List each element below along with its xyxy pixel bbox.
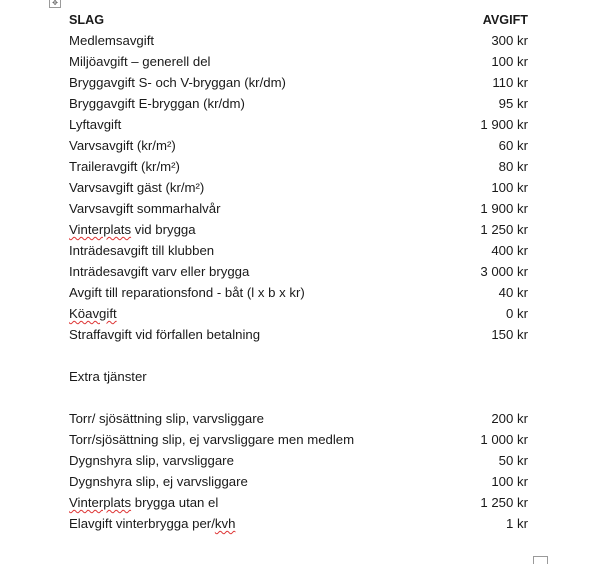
blank-cell xyxy=(462,387,528,408)
fee-amount: 1 250 kr xyxy=(480,222,528,237)
fee-name: Straffavgift vid förfallen betalning xyxy=(69,327,261,342)
column-header-type: SLAG xyxy=(69,12,104,27)
service-amount: 200 kr xyxy=(491,411,528,426)
spellcheck-word[interactable]: kvh xyxy=(214,516,236,531)
service-name: Dygnshyra slip, varvsliggare xyxy=(69,453,234,468)
table-row xyxy=(69,51,528,72)
service-amount: 1 250 kr xyxy=(480,495,528,510)
blank-row xyxy=(69,345,528,366)
fee-name: Varvsavgift sommarhalvår xyxy=(69,201,221,216)
fee-name: Inträdesavgift till klubben xyxy=(69,243,215,258)
fee-name: Varvsavgift (kr/m²) xyxy=(69,138,176,153)
service-name xyxy=(69,492,462,513)
spellcheck-word[interactable]: Köavgift xyxy=(69,306,117,321)
table-row xyxy=(69,261,528,282)
blank-cell xyxy=(462,345,528,366)
section-heading-row xyxy=(69,366,528,387)
fee-name-rest: vid brygga xyxy=(131,222,196,237)
blank-cell xyxy=(462,366,528,387)
table-row xyxy=(69,240,528,261)
table-row xyxy=(69,198,528,219)
fee-name: Bryggavgift S- och V-bryggan (kr/dm) xyxy=(69,75,286,90)
fee-amount: 110 kr xyxy=(492,75,528,90)
service-amount: 1 kr xyxy=(506,516,528,531)
service-name xyxy=(69,513,462,534)
fee-amount: 0 kr xyxy=(506,306,528,321)
service-amount: 50 kr xyxy=(498,453,528,468)
fee-table xyxy=(69,9,528,534)
service-amount: 1 000 kr xyxy=(480,432,528,447)
service-name: Torr/ sjösättning slip, varvsliggare xyxy=(69,411,264,426)
table-row xyxy=(69,303,528,324)
fee-amount: 100 kr xyxy=(491,180,528,195)
blank-cell xyxy=(69,387,462,408)
service-name: Dygnshyra slip, ej varvsliggare xyxy=(69,474,248,489)
service-name-rest: brygga utan el xyxy=(131,495,219,510)
fee-amount: 95 kr xyxy=(498,96,528,111)
table-row xyxy=(69,492,528,513)
fee-name xyxy=(69,303,462,324)
fee-amount: 60 kr xyxy=(498,138,528,153)
fee-amount: 40 kr xyxy=(498,285,528,300)
table-row xyxy=(69,156,528,177)
table-row xyxy=(69,408,528,429)
service-name-start: Elavgift vinterbrygga per/ xyxy=(69,516,215,531)
fee-name: Miljöavgift – generell del xyxy=(69,54,211,69)
table-row xyxy=(69,30,528,51)
table-header-row xyxy=(69,9,528,30)
table-row xyxy=(69,135,528,156)
service-amount: 100 kr xyxy=(491,474,528,489)
service-name: Torr/sjösättning slip, ej varvsliggare men medlem xyxy=(69,432,355,447)
table-move-handle[interactable]: ✥ xyxy=(49,0,61,8)
fee-name: Varvsavgift gäst (kr/m²) xyxy=(69,180,205,195)
fee-amount: 150 kr xyxy=(491,327,528,342)
fee-name: Medlemsavgift xyxy=(69,33,155,48)
fee-amount: 300 kr xyxy=(491,33,528,48)
table-row xyxy=(69,93,528,114)
table-row xyxy=(69,429,528,450)
table-row xyxy=(69,282,528,303)
table-row xyxy=(69,72,528,93)
fee-name xyxy=(69,219,462,240)
fee-amount: 80 kr xyxy=(498,159,528,174)
fee-name: Traileravgift (kr/m²) xyxy=(69,159,180,174)
blank-cell xyxy=(69,345,462,366)
fee-name: Inträdesavgift varv eller brygga xyxy=(69,264,250,279)
fee-amount: 100 kr xyxy=(491,54,528,69)
table-row xyxy=(69,450,528,471)
fee-name: Bryggavgift E-bryggan (kr/dm) xyxy=(69,96,245,111)
column-header-fee: AVGIFT xyxy=(482,12,528,27)
fee-amount: 1 900 kr xyxy=(480,201,528,216)
spellcheck-word[interactable]: Vinterplats xyxy=(69,222,132,237)
section-heading: Extra tjänster xyxy=(69,369,147,384)
fee-name: Lyftavgift xyxy=(69,117,122,132)
table-row xyxy=(69,114,528,135)
spellcheck-word[interactable]: Vinterplats xyxy=(69,495,132,510)
fee-amount: 1 900 kr xyxy=(480,117,528,132)
table-row xyxy=(69,471,528,492)
fee-amount: 400 kr xyxy=(491,243,528,258)
blank-row xyxy=(69,387,528,408)
table-row xyxy=(69,177,528,198)
table-row xyxy=(69,219,528,240)
fee-name: Avgift till reparationsfond - båt (l x b x kr) xyxy=(69,285,305,300)
table-row xyxy=(69,513,528,534)
table-row xyxy=(69,324,528,345)
fee-amount: 3 000 kr xyxy=(480,264,528,279)
